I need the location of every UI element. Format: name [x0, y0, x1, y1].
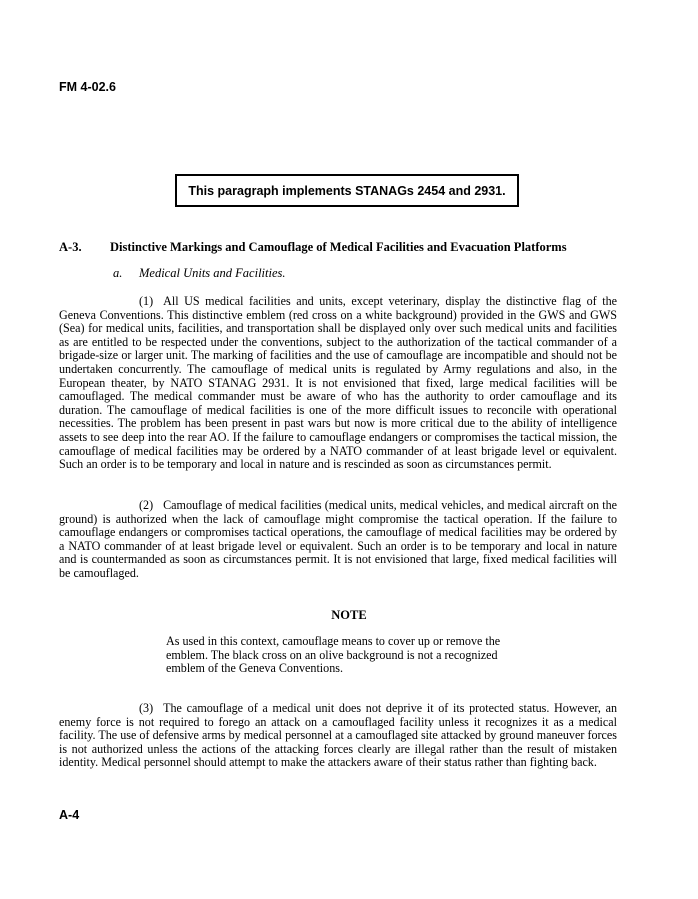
document-id: FM 4-02.6 [59, 80, 116, 94]
paragraph-text: All US medical facilities and units, except veterinary, display the distinctive flag of the Geneva Conventions. This distinctive emblem (red cross on a white background) provided in the GWS and GWS (Sea) for medical units, facilities, and transportation shall be displayed only over such medical units and facilities as are entitled to be respected under the conventions, subject to the authorization of the tactical commander of a brigade-size or larger unit. The marking of facilities and the use of camouflage are incompatible and should not be undertaken concurrently. The camouflage of medical units is regulated by Army regulations and also, in the European theater, by NATO STANAG 2931. It is not envisioned that fixed, large medical facilities will be camouflaged. The medical commander must be aware of who has the authority to order camouflage and its duration. The camouflage of medical facilities is one of the more difficult issues to reconcile with operational necessities. The problem has been present in past wars but now is more critical due to the ability of intelligence assets to see deep into the rear AO. If the failure to camouflage endangers or compromises the tactical mission, the camouflage of medical facilities may be ordered by a NATO commander of at least brigade level or equivalent. Such an order is to be temporary and local in nature and is rescinded as soon as circumstances permit. [59, 294, 617, 472]
section-title: Distinctive Markings and Camouflage of Medical Facilities and Evacuation Platforms [110, 240, 567, 254]
note-body: As used in this context, camouflage means to cover up or remove the emblem. The black cross on an olive background is not a recognized emblem of the Geneva Conventions. [166, 634, 501, 676]
paragraph-1 [59, 295, 617, 472]
paragraph-3 [59, 702, 617, 770]
paragraph-number: (1) [139, 294, 154, 308]
stanag-notice-box [175, 174, 519, 207]
section-heading [59, 240, 567, 255]
stanag-notice-text: This paragraph implements STANAGs 2454 and 2931. [188, 183, 506, 198]
subsection-title: Medical Units and Facilities. [139, 266, 286, 280]
note-title: NOTE [331, 608, 367, 622]
subsection-letter: a. [113, 266, 123, 280]
paragraph-2 [59, 499, 617, 581]
section-number: A-3. [59, 240, 82, 254]
page-number: A-4 [59, 808, 80, 822]
subsection-heading [113, 266, 286, 281]
paragraph-text: Camouflage of medical facilities (medical units, medical vehicles, and medical aircraft on the ground) is authorized when the lack of camouflage might compromise the tactical operation. If the failure to camouflage endangers or compromises tactical operations, the camouflage of medical facilities may be ordered by a NATO commander of at least brigade level or equivalent. Such an order is to be temporary and local in nature and is countermanded as soon as circumstances permit. It is not envisioned that large, fixed medical facilities will be camouflaged. [59, 498, 617, 580]
paragraph-text: The camouflage of a medical unit does not deprive it of its protected status. However, an enemy force is not required to forego an attack on a camouflaged facility unless it recognizes it as a medical facility. The use of defensive arms by medical personnel at a camouflaged site attacked by ground maneuver forces is not authorized unless the actions of the attacking forces clearly are illegal rather than the result of mistaken identity. Medical personnel should attempt to make the attackers aware of their status rather than fighting back. [59, 701, 617, 770]
paragraph-number: (2) [139, 498, 154, 512]
paragraph-number: (3) [139, 701, 154, 715]
